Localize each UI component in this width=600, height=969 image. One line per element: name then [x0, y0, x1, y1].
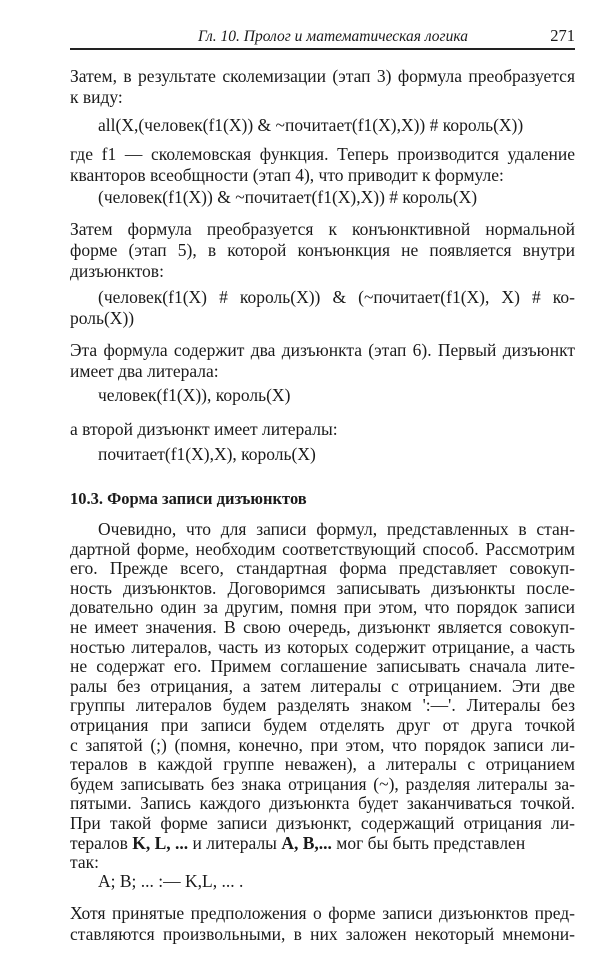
text-line: Эта формула содержит два дизъюнкта (этап 6). Первый дизъюнкт: [70, 340, 575, 360]
text-line: ностью литералов, часть из которых содержит отрицание, а часть: [70, 636, 575, 657]
text-line: форме (этап 5), в которой конъюнкция не появляется внутри: [70, 240, 575, 260]
chapter-title: Гл. 10. Пролог и математическая логика: [198, 28, 468, 45]
text-line: не имеет значения. В свою очередь, дизъюнкт является совокуп-: [70, 616, 575, 637]
text-span: и литералы: [188, 832, 282, 853]
bold-literals: A, B,...: [281, 832, 332, 853]
page-number: 271: [550, 26, 575, 45]
paragraph-4: [70, 340, 575, 382]
text-line: [70, 834, 575, 854]
text-line: ность дизъюнктов. Договоримся записывать дизъюнкты после-: [70, 577, 575, 598]
text-line: пятыми. Запись каждого дизъюнкта будет заканчиваться точкой.: [70, 793, 575, 814]
formula-1: all(X,(человек(f1(X)) & ~почитает(f1(X),X)) # король(X)): [98, 115, 524, 135]
paragraph-6: [70, 903, 575, 945]
text-line: ралы без отрицания, а затем литералы с отрицанием. Эти две: [70, 675, 575, 696]
running-header: [70, 26, 575, 50]
formula-2: (человек(f1(X)) & ~почитает(f1(X),X)) # король(X): [98, 187, 478, 207]
formula-5: почитает(f1(X),X), король(X): [98, 444, 316, 464]
text-line: ставляются произвольными, в них заложен некоторый мнемони-: [70, 924, 575, 944]
text-line: отрицания при записи будем отделять друг от друга точкой: [70, 714, 575, 735]
text-span: тералов: [70, 832, 133, 853]
section-body: [70, 520, 575, 873]
text-line: где f1 — сколемовская функция. Теперь производится удаление: [70, 144, 575, 164]
section-heading: 10.3. Форма записи дизъюнктов: [70, 489, 307, 508]
text-line: кванторов всеобщности (этап 4), что приводит к формуле:: [70, 165, 504, 185]
text-line: группы литералов будем разделять знаком ':—'. Литералы без: [70, 695, 575, 716]
text-line: Хотя принятые предположения о форме записи дизъюнктов пред-: [70, 903, 575, 923]
text-span: мог бы быть представлен: [331, 832, 526, 853]
text-line: имеет два литерала:: [70, 361, 219, 381]
text-line: Затем формула преобразуется к конъюнктивной нормальной: [70, 219, 575, 239]
text-line: Очевидно, что для записи формул, представленных в стан-: [98, 519, 575, 539]
text-line: Затем, в результате сколемизации (этап 3) формула преобразуется: [70, 66, 575, 86]
paragraph-5: а второй дизъюнкт имеет литералы:: [70, 419, 338, 439]
formula-line: (человек(f1(X) # король(X)) & (~почитает(f1(X), X) # ко-: [98, 287, 575, 307]
paragraph-2: [70, 144, 575, 186]
text-line: с запятой (;) (помня, конечно, при этом, что порядок записи ли-: [70, 734, 575, 755]
bold-literals: K, L, ...: [132, 832, 189, 853]
text-line: к виду:: [70, 87, 123, 107]
text-line: будем записывать без знака отрицания (~), разделяя литералы за-: [70, 773, 575, 794]
paragraph-3: [70, 219, 575, 282]
text-line: тералов в каждой группе неважен), а литералы с отрицанием: [70, 754, 575, 775]
formula-line: роль(X)): [70, 308, 135, 328]
paragraph-1: [70, 66, 575, 108]
text-line: его. Прежде всего, стандартная форма представляет совокуп-: [70, 558, 575, 579]
text-line: так:: [70, 852, 99, 873]
text-line: дартной форме, необходим соответствующий способ. Рассмотрим: [70, 538, 575, 559]
text-line: При такой форме записи дизъюнкт, содержащий отрицания ли-: [70, 812, 575, 833]
formula-4: человек(f1(X)), король(X): [98, 385, 291, 405]
text-line: не содержат его. Примем соглашение записывать сначала лите-: [70, 656, 575, 677]
formula-3: [70, 287, 575, 329]
formula-6: A; B; ... :— K,L, ... .: [98, 871, 244, 891]
text-line: довательно один за другим, помня при этом, что порядок записи: [70, 597, 575, 618]
text-line: дизъюнктов:: [70, 261, 164, 281]
